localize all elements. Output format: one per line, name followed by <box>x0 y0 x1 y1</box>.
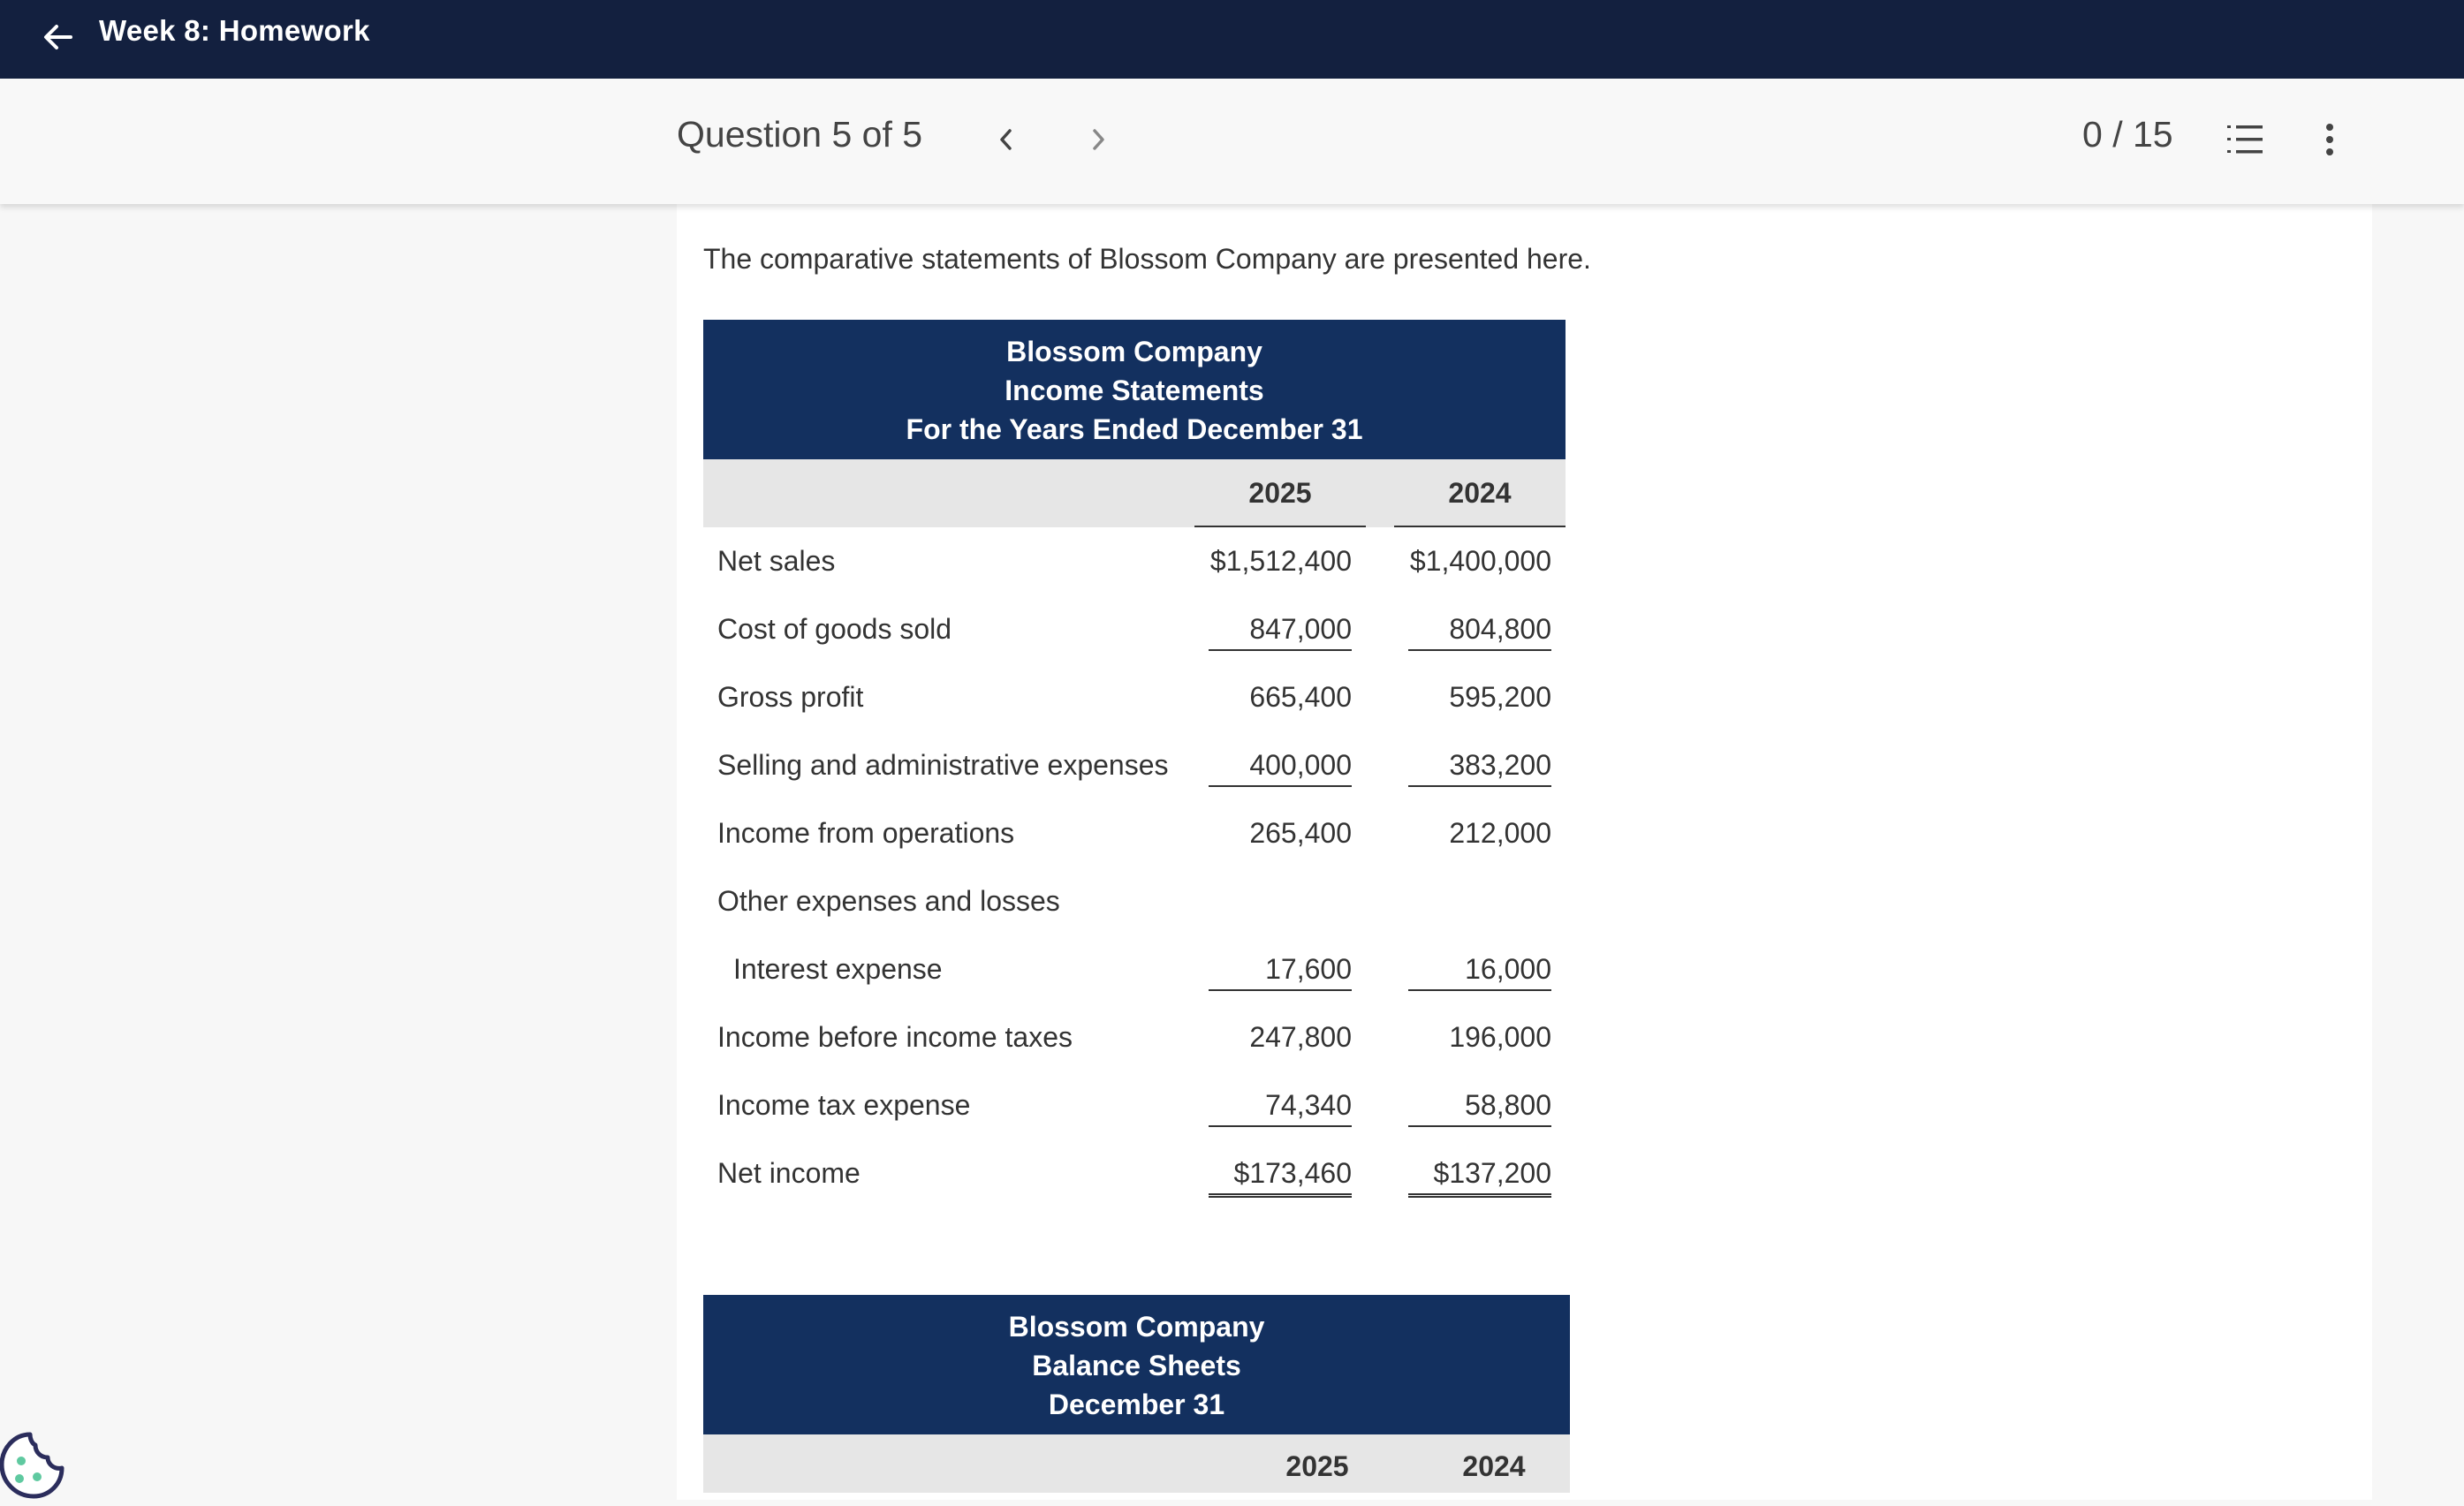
value-2025: $173,460 <box>1209 1157 1352 1198</box>
table-row <box>703 595 1566 663</box>
income-statement <box>703 320 1566 1207</box>
value-2025: $1,512,400 <box>1209 545 1352 577</box>
previous-question-button[interactable] <box>984 117 1028 162</box>
value-2025: 400,000 <box>1209 749 1352 787</box>
value-2024: $1,400,000 <box>1409 545 1551 577</box>
row-label: Interest expense <box>733 953 943 985</box>
statement-period: For the Years Ended December 31 <box>906 413 1363 445</box>
table-row <box>703 1003 1566 1071</box>
numbered-list-icon <box>2226 123 2263 156</box>
year-2024-header: 2024 <box>1462 1450 1526 1482</box>
more-options-button[interactable] <box>2311 117 2348 162</box>
score-display: 0 / 15 <box>2082 114 2173 155</box>
question-header <box>0 79 2464 204</box>
chevron-right-icon <box>1088 126 1109 153</box>
row-label: Selling and administrative expenses <box>717 749 1169 781</box>
value-2025: 665,400 <box>1249 681 1352 713</box>
company-name: Blossom Company <box>1006 336 1262 367</box>
table-row <box>703 731 1566 799</box>
table-row <box>703 1071 1566 1139</box>
chevron-left-icon <box>996 126 1017 153</box>
value-2024: 196,000 <box>1449 1021 1551 1053</box>
assignment-title: Week 8: Homework <box>99 14 370 47</box>
top-bar <box>0 0 2464 79</box>
value-2025: 247,800 <box>1249 1021 1352 1053</box>
year-2025-header: 2025 <box>1285 1450 1349 1482</box>
question-intro: The comparative statements of Blossom Company are presented here. <box>703 243 1591 275</box>
table-row <box>703 867 1566 935</box>
balance-sheet <box>703 1295 1570 1493</box>
year-2024-header: 2024 <box>1448 477 1512 509</box>
row-label: Cost of goods sold <box>717 613 952 645</box>
value-2024: 212,000 <box>1449 817 1551 849</box>
value-2024: $137,200 <box>1408 1157 1551 1198</box>
value-2024: 383,200 <box>1408 749 1551 787</box>
row-label: Income before income taxes <box>717 1021 1073 1053</box>
value-2024: 58,800 <box>1408 1089 1551 1127</box>
value-2025: 265,400 <box>1249 817 1352 849</box>
value-2025: 847,000 <box>1209 613 1352 651</box>
table-row <box>703 663 1566 731</box>
question-list-button[interactable] <box>2225 119 2265 160</box>
value-2024: 16,000 <box>1408 953 1551 991</box>
statement-title: Income Statements <box>1005 375 1264 406</box>
table-row <box>703 1139 1566 1207</box>
next-question-button[interactable] <box>1076 117 1120 162</box>
question-counter: Question 5 of 5 <box>677 114 923 155</box>
table-row <box>703 935 1566 1003</box>
value-2024: 804,800 <box>1408 613 1551 651</box>
cookie-icon <box>0 1427 69 1502</box>
cookie-settings-button[interactable] <box>0 1427 69 1502</box>
row-label: Net income <box>717 1157 861 1189</box>
question-content <box>677 204 2372 1500</box>
row-label: Other expenses and losses <box>717 885 1060 917</box>
back-button[interactable] <box>35 11 81 64</box>
balance-sheet-header <box>703 1295 1570 1434</box>
table-row <box>703 799 1566 867</box>
company-name: Blossom Company <box>1008 1311 1265 1343</box>
row-label: Income from operations <box>717 817 1015 849</box>
column-header <box>703 459 1566 527</box>
statement-period: December 31 <box>1048 1389 1225 1420</box>
value-2024: 595,200 <box>1449 681 1551 713</box>
income-statement-header <box>703 320 1566 459</box>
more-vertical-icon <box>2324 122 2335 157</box>
row-label: Net sales <box>717 545 836 577</box>
table-row <box>703 527 1566 595</box>
row-label: Gross profit <box>717 681 864 713</box>
column-header <box>703 1434 1570 1493</box>
arrow-left-icon <box>41 19 76 55</box>
value-2025: 74,340 <box>1209 1089 1352 1127</box>
value-2025: 17,600 <box>1209 953 1352 991</box>
statement-title: Balance Sheets <box>1032 1350 1241 1381</box>
row-label: Income tax expense <box>717 1089 971 1121</box>
year-2025-header: 2025 <box>1248 477 1312 509</box>
